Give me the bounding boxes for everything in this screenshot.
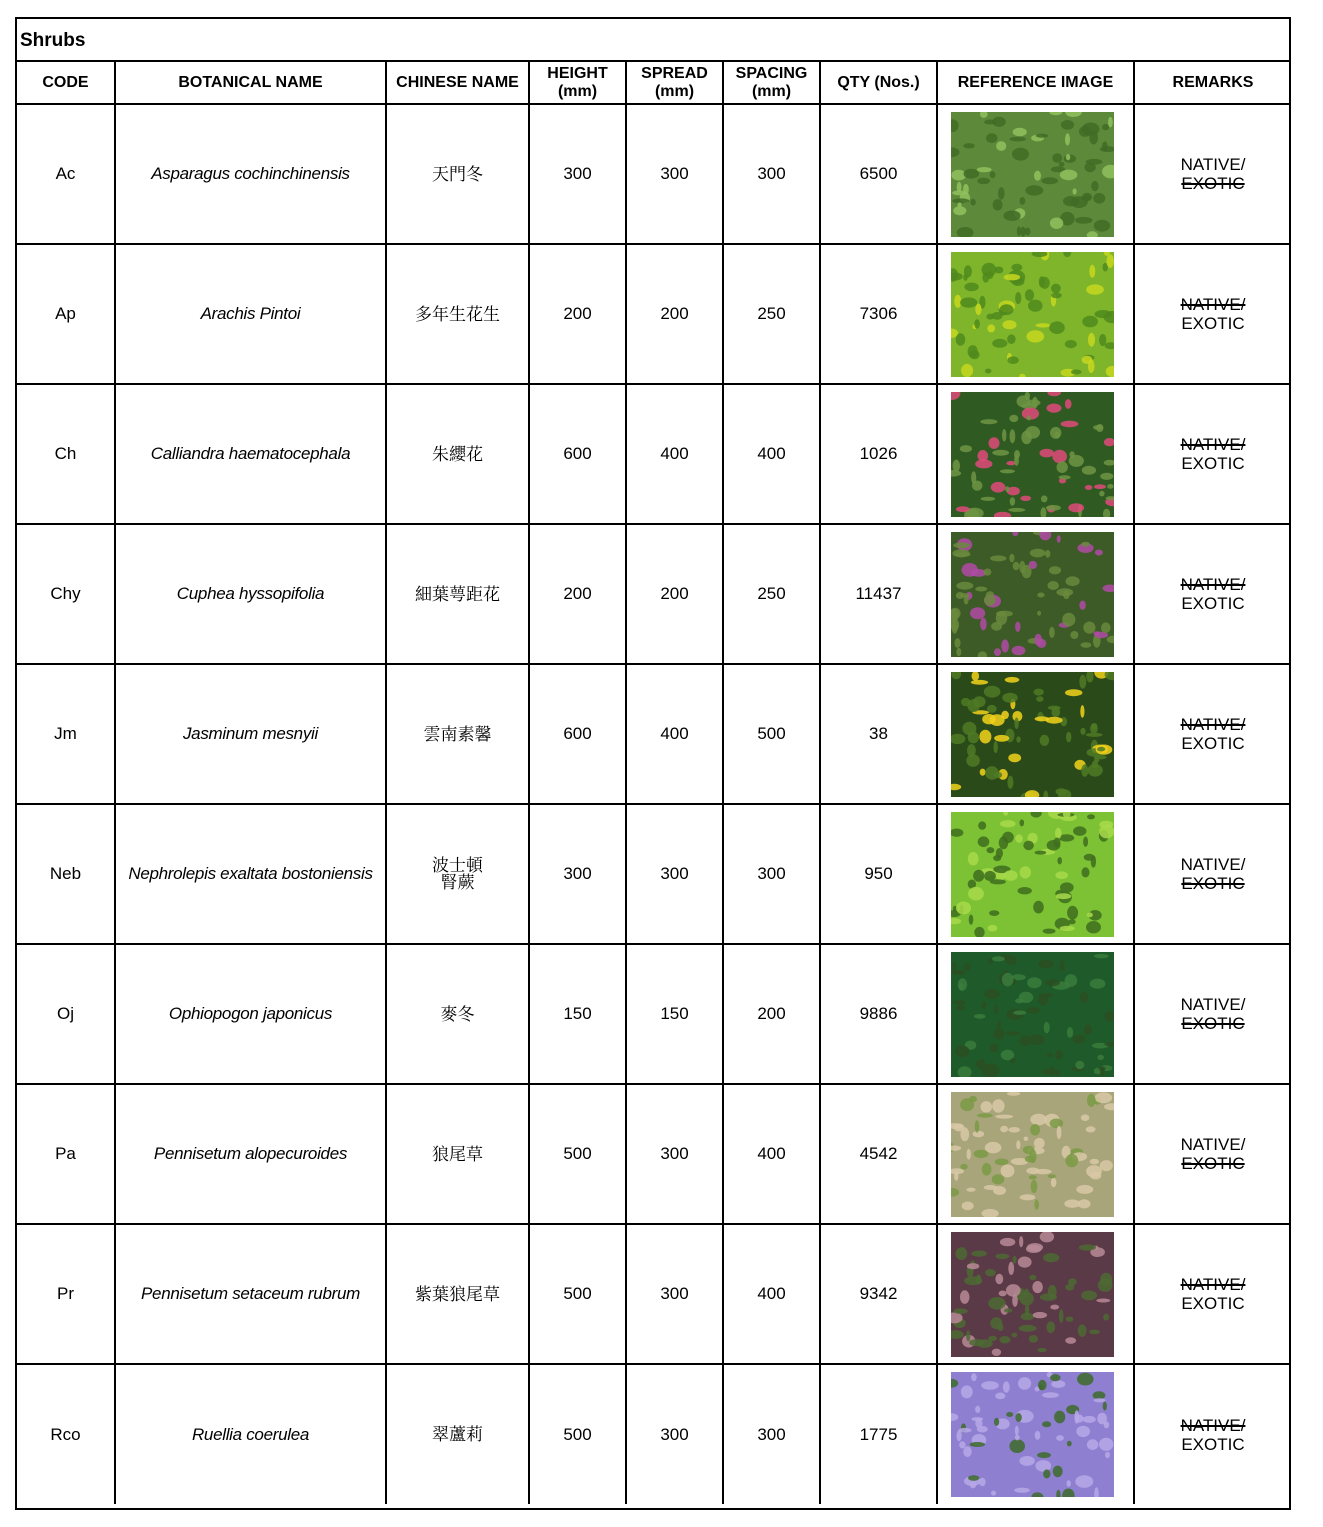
remark-native: NATIVE/	[1180, 855, 1246, 874]
header-spacing-unit: (mm)	[751, 82, 792, 100]
cell-height: 500	[529, 1084, 626, 1224]
header-spacing	[723, 61, 820, 104]
cell-qty: 7306	[820, 244, 937, 384]
header-reference-image: REFERENCE IMAGE	[937, 61, 1134, 104]
cell-height: 200	[529, 524, 626, 664]
header-chinese-name: CHINESE NAME	[386, 61, 529, 104]
cell-botanical-name: Jasminum mesnyii	[115, 664, 386, 804]
cell-reference-image	[937, 664, 1134, 804]
remark-native: NATIVE/	[1180, 1135, 1246, 1154]
cell-remarks	[1134, 1084, 1291, 1224]
table-row	[17, 664, 1291, 804]
cell-chinese-name: 細葉萼距花	[386, 524, 529, 664]
cell-qty: 38	[820, 664, 937, 804]
cell-remarks	[1134, 1224, 1291, 1364]
cell-reference-image	[937, 944, 1134, 1084]
planting-schedule-sheet	[15, 17, 1291, 1510]
cell-reference-image	[937, 1364, 1134, 1504]
cell-code: Pa	[17, 1084, 115, 1224]
cell-chinese-name: 麥冬	[386, 944, 529, 1084]
plant-photo-asparagus-fern	[951, 112, 1114, 237]
remark-native: NATIVE/	[1180, 715, 1246, 734]
remark-exotic: EXOTIC	[1181, 174, 1245, 193]
cell-spread: 300	[626, 1224, 723, 1364]
cell-remarks	[1134, 804, 1291, 944]
cell-spacing: 300	[723, 1364, 820, 1504]
cell-code: Pr	[17, 1224, 115, 1364]
cell-spacing: 300	[723, 104, 820, 244]
cell-code: Ac	[17, 104, 115, 244]
cell-remarks	[1134, 244, 1291, 384]
remark-native: NATIVE/	[1180, 1275, 1246, 1294]
table-row	[17, 944, 1291, 1084]
cell-spacing: 400	[723, 384, 820, 524]
cell-botanical-name: Nephrolepis exaltata bostoniensis	[115, 804, 386, 944]
remark-native: NATIVE/	[1180, 1415, 1246, 1435]
plant-photo-mondo-grass	[951, 952, 1114, 1077]
cell-reference-image	[937, 1224, 1134, 1364]
header-height	[529, 61, 626, 104]
plant-schedule-table	[17, 60, 1291, 1504]
remark-native: NATIVE/	[1180, 155, 1246, 174]
cell-spread: 400	[626, 384, 723, 524]
cell-chinese-name: 波士頓 腎蕨	[386, 804, 529, 944]
plant-photo-boston-fern	[951, 812, 1114, 937]
section-title: Shrubs	[20, 30, 86, 51]
remark-exotic: EXOTIC	[1181, 454, 1245, 473]
cell-spread: 300	[626, 804, 723, 944]
cell-chinese-name: 紫葉狼尾草	[386, 1224, 529, 1364]
table-row	[17, 244, 1291, 384]
cell-height: 600	[529, 664, 626, 804]
remark-exotic: EXOTIC	[1181, 1294, 1245, 1313]
header-spread-unit: (mm)	[654, 82, 695, 100]
cell-height: 150	[529, 944, 626, 1084]
cell-spread: 150	[626, 944, 723, 1084]
cell-remarks	[1134, 384, 1291, 524]
remark-native: NATIVE/	[1180, 295, 1246, 314]
cell-code: Oj	[17, 944, 115, 1084]
remark-exotic: EXOTIC	[1181, 1434, 1245, 1454]
cell-qty: 1775	[820, 1364, 937, 1504]
cell-reference-image	[937, 384, 1134, 524]
header-spread-label: SPREAD	[641, 64, 708, 82]
remark-native: NATIVE/	[1180, 435, 1246, 454]
cell-spacing: 400	[723, 1084, 820, 1224]
cell-spread: 200	[626, 524, 723, 664]
header-spread	[626, 61, 723, 104]
table-row	[17, 384, 1291, 524]
cell-botanical-name: Ophiopogon japonicus	[115, 944, 386, 1084]
cell-code: Jm	[17, 664, 115, 804]
plant-photo-yellow-jasmine	[951, 672, 1114, 797]
remark-native: NATIVE/	[1180, 995, 1246, 1014]
cell-qty: 950	[820, 804, 937, 944]
cell-botanical-name: Pennisetum setaceum rubrum	[115, 1224, 386, 1364]
cell-qty: 11437	[820, 524, 937, 664]
plant-photo-purple-petunia-flowers	[951, 1372, 1114, 1497]
cell-reference-image	[937, 524, 1134, 664]
cell-code: Neb	[17, 804, 115, 944]
cell-spacing: 250	[723, 244, 820, 384]
cell-chinese-name: 多年生花生	[386, 244, 529, 384]
table-row	[17, 1084, 1291, 1224]
cell-qty: 9342	[820, 1224, 937, 1364]
cell-height: 200	[529, 244, 626, 384]
cell-qty: 6500	[820, 104, 937, 244]
cell-spacing: 400	[723, 1224, 820, 1364]
cell-chinese-name: 雲南素馨	[386, 664, 529, 804]
cell-remarks	[1134, 1364, 1291, 1504]
cell-remarks	[1134, 524, 1291, 664]
cell-chinese-name: 狼尾草	[386, 1084, 529, 1224]
cell-chinese-name: 翠蘆莉	[386, 1364, 529, 1504]
header-qty: QTY (Nos.)	[820, 61, 937, 104]
cell-reference-image	[937, 804, 1134, 944]
cell-reference-image	[937, 104, 1134, 244]
table-row	[17, 524, 1291, 664]
cell-spacing: 200	[723, 944, 820, 1084]
cell-botanical-name: Cuphea hyssopifolia	[115, 524, 386, 664]
header-row	[17, 61, 1291, 104]
header-height-label: HEIGHT	[547, 64, 608, 82]
cell-remarks	[1134, 664, 1291, 804]
cell-height: 500	[529, 1364, 626, 1504]
cell-code: Rco	[17, 1364, 115, 1504]
cell-spacing: 500	[723, 664, 820, 804]
remark-exotic: EXOTIC	[1181, 1154, 1245, 1173]
table-row	[17, 104, 1291, 244]
cell-spacing: 300	[723, 804, 820, 944]
table-row	[17, 1224, 1291, 1364]
cell-botanical-name: Ruellia coerulea	[115, 1364, 386, 1504]
cell-remarks	[1134, 944, 1291, 1084]
plant-photo-fountain-grass	[951, 1092, 1114, 1217]
plant-photo-purple-fountain-grass	[951, 1232, 1114, 1357]
cell-qty: 4542	[820, 1084, 937, 1224]
header-spacing-label: SPACING	[735, 64, 808, 82]
cell-reference-image	[937, 1084, 1134, 1224]
remark-exotic: EXOTIC	[1181, 314, 1245, 333]
cell-height: 500	[529, 1224, 626, 1364]
cell-botanical-name: Pennisetum alopecuroides	[115, 1084, 386, 1224]
cell-spread: 300	[626, 1364, 723, 1504]
cell-code: Ap	[17, 244, 115, 384]
cell-botanical-name: Arachis Pintoi	[115, 244, 386, 384]
remark-exotic: EXOTIC	[1181, 1014, 1245, 1033]
cell-qty: 9886	[820, 944, 937, 1084]
remark-exotic: EXOTIC	[1181, 594, 1245, 613]
cell-botanical-name: Asparagus cochinchinensis	[115, 104, 386, 244]
cell-spread: 200	[626, 244, 723, 384]
header-botanical-name: BOTANICAL NAME	[115, 61, 386, 104]
cell-spread: 400	[626, 664, 723, 804]
cell-qty: 1026	[820, 384, 937, 524]
remark-native: NATIVE/	[1180, 575, 1246, 594]
plant-photo-purple-small-flowers	[951, 532, 1114, 657]
cell-height: 300	[529, 104, 626, 244]
header-height-unit: (mm)	[557, 82, 598, 100]
cell-spacing: 250	[723, 524, 820, 664]
table-row	[17, 804, 1291, 944]
cell-height: 600	[529, 384, 626, 524]
cell-code: Chy	[17, 524, 115, 664]
remark-exotic: EXOTIC	[1181, 734, 1245, 753]
cell-chinese-name: 天門冬	[386, 104, 529, 244]
plant-photo-red-powderpuff	[951, 392, 1114, 517]
cell-chinese-name: 朱纓花	[386, 384, 529, 524]
plant-photo-groundcover-yellow-flowers	[951, 252, 1114, 377]
table-row	[17, 1364, 1291, 1504]
cell-height: 300	[529, 804, 626, 944]
cell-spread: 300	[626, 1084, 723, 1224]
header-remarks: REMARKS	[1134, 61, 1291, 104]
cell-code: Ch	[17, 384, 115, 524]
header-code: CODE	[17, 61, 115, 104]
cell-spread: 300	[626, 104, 723, 244]
cell-remarks	[1134, 104, 1291, 244]
cell-reference-image	[937, 244, 1134, 384]
remark-exotic: EXOTIC	[1181, 874, 1245, 893]
cell-botanical-name: Calliandra haematocephala	[115, 384, 386, 524]
section-title-bar	[17, 19, 1289, 62]
